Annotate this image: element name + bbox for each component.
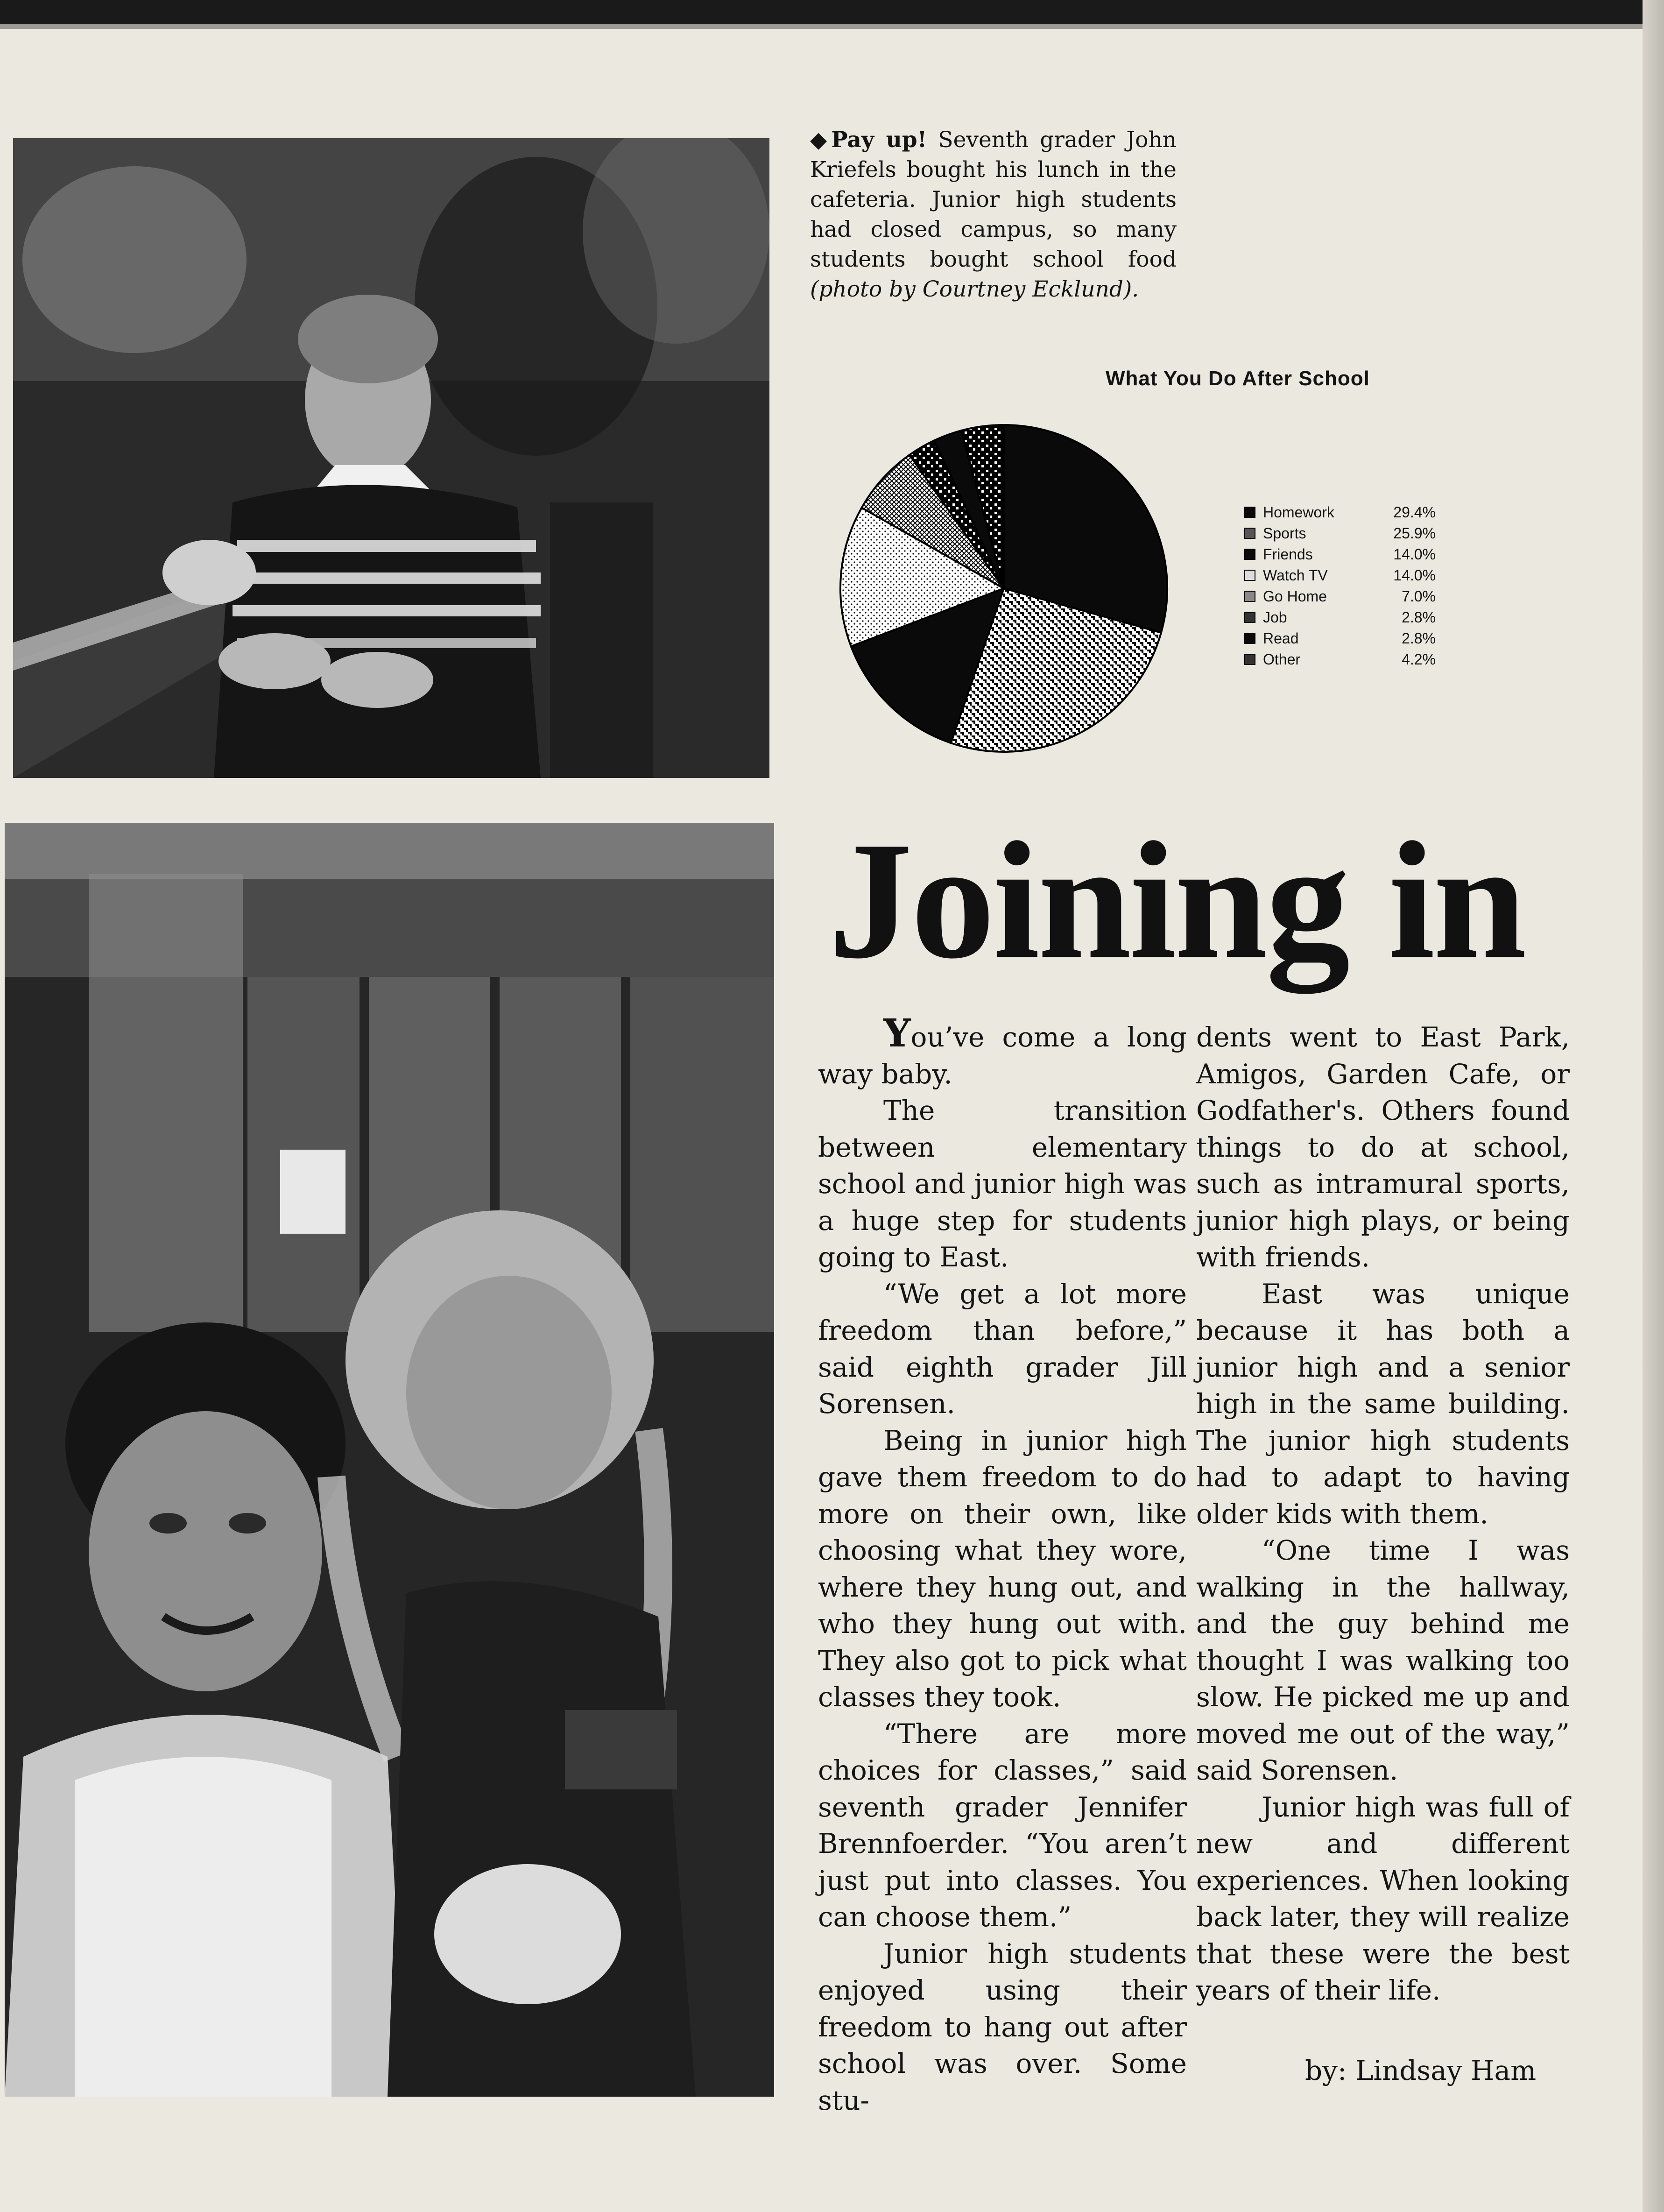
legend-label: Read [1263, 630, 1299, 647]
caption-photo-credit: (photo by Courtney Ecklund). [810, 276, 1139, 302]
article-paragraph: “There are more choices for classes,” said seventh grader Jennifer Brennfoerder. “You aren’t just put into classes. You can choose them.” [818, 1717, 1187, 1933]
legend-item [1244, 544, 1440, 565]
page-top-border-shadow [0, 24, 1664, 29]
legend-swatch [1244, 654, 1255, 665]
legend-item [1244, 607, 1440, 628]
pie-slices [840, 425, 1167, 752]
photo-caption [810, 125, 1177, 304]
pie-chart [833, 418, 1174, 759]
legend-value: 4.2% [1402, 651, 1436, 668]
legend-swatch [1244, 591, 1255, 602]
chart-legend [1244, 502, 1440, 670]
legend-value: 29.4% [1393, 504, 1436, 521]
article-paragraph: Junior high was full of new and different experiences. When looking back later, they will realize that these were the best years of their life. [1196, 1791, 1570, 2006]
legend-swatch [1244, 612, 1255, 623]
legend-value: 14.0% [1393, 567, 1436, 584]
legend-label: Sports [1263, 525, 1306, 542]
students-photo-art [5, 823, 774, 2097]
legend-swatch [1244, 528, 1255, 539]
article-paragraph: The transition between elementary school and junior high was a huge step for students going to East. [818, 1095, 1187, 1273]
article-headline: Joining in [829, 807, 1525, 993]
chart-title: What You Do After School [1106, 367, 1370, 390]
legend-item [1244, 502, 1440, 523]
legend-value: 25.9% [1393, 525, 1436, 542]
legend-swatch [1244, 633, 1255, 644]
page-binding-edge [1643, 0, 1664, 2212]
cafeteria-photo-art [13, 138, 769, 778]
legend-label: Friends [1263, 546, 1313, 563]
legend-label: Job [1263, 609, 1287, 626]
legend-swatch [1244, 507, 1255, 518]
legend-item [1244, 565, 1440, 586]
article-column-right [1196, 1019, 1570, 2009]
article-paragraph: Junior high students enjoyed using their freedom to hang out after school was over. Some stu- [818, 1937, 1187, 2116]
article-paragraph: “We get a lot more freedom than before,” said eighth grader Jill Sorensen. [818, 1278, 1187, 1420]
legend-item [1244, 586, 1440, 607]
caption-lead: ◆Pay up! [810, 127, 927, 153]
legend-swatch [1244, 570, 1255, 581]
article-paragraph: Being in junior high gave them freedom to do more on their own, like choosing what they wore, where they hung out, and who they hung out with. They also got to pick what classes they took. [818, 1424, 1187, 1713]
article-paragraph: ou’ve come a long way baby. [818, 1021, 1187, 1090]
article-dropcap: Y [883, 1011, 911, 1056]
legend-label: Homework [1263, 504, 1334, 521]
article-byline: by: Lindsay Ham [1305, 2055, 1537, 2086]
article-paragraph: “One time I was walking in the hallway, and the guy behind me thought I was walking too slow. He picked me up and moved me out of the way,” said Sorensen. [1196, 1534, 1570, 1786]
legend-item [1244, 649, 1440, 670]
article-column-left [818, 1011, 1187, 2119]
legend-value: 2.8% [1402, 609, 1436, 626]
legend-value: 7.0% [1402, 588, 1436, 605]
legend-item [1244, 523, 1440, 544]
legend-value: 14.0% [1393, 546, 1436, 563]
legend-label: Go Home [1263, 588, 1327, 605]
cafeteria-photo [13, 138, 769, 778]
article-paragraph: East was unique because it has both a junior high and a senior high in the same building. The junior high students had to adapt to having older kids with them. [1196, 1278, 1570, 1530]
legend-swatch [1244, 549, 1255, 560]
students-photo [5, 823, 774, 2097]
legend-item [1244, 628, 1440, 649]
legend-label: Other [1263, 651, 1301, 668]
legend-label: Watch TV [1263, 567, 1328, 584]
caption-body: Seventh grader John Kriefels bought his lunch in the cafeteria. Junior high students had closed campus, so many students bought school food [810, 127, 1177, 272]
article-paragraph: dents went to East Park, Amigos, Garden Cafe, or Godfather's. Others found things to do at school, such as intramural sports, junior high plays, or being with friends. [1196, 1021, 1570, 1273]
page-top-border [0, 0, 1664, 24]
legend-value: 2.8% [1402, 630, 1436, 647]
